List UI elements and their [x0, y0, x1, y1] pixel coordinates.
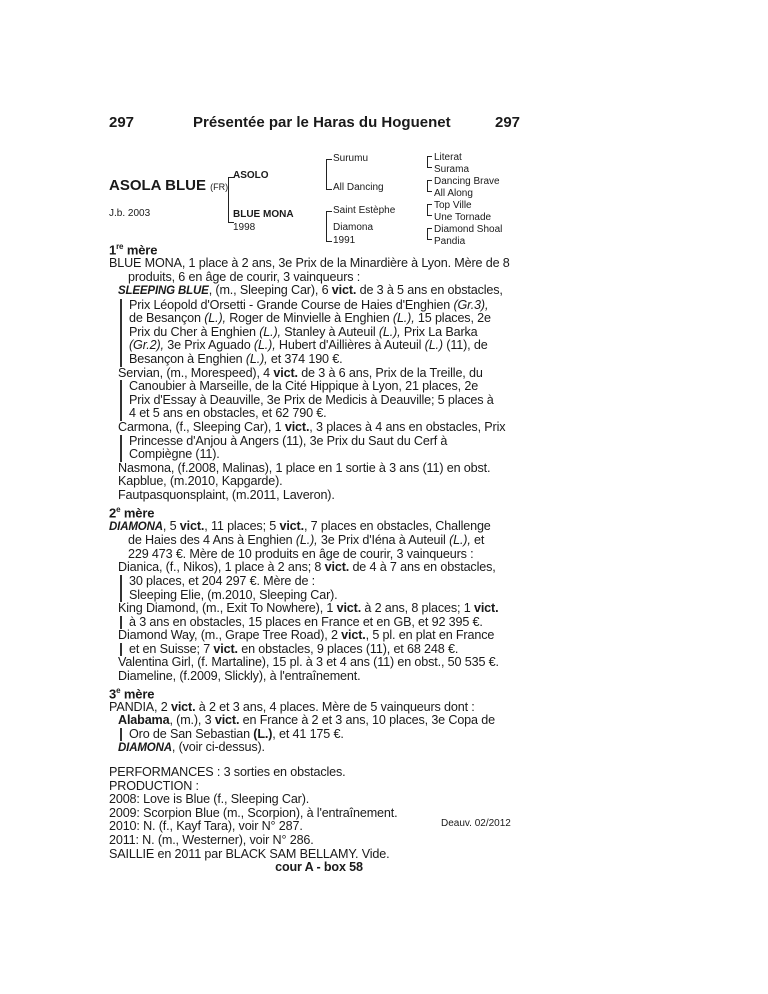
- produce-dianica: Dianica, (f., Nikos), 1 place à 2 ans; 8 vict. de 4 à 7 ans en obstacles,: [118, 560, 496, 575]
- pedigree-sire: ASOLO: [233, 170, 269, 181]
- heading-1re-mere: 1re mère: [109, 242, 158, 258]
- pedigree-bracket-ggs3: [427, 204, 432, 216]
- great-granddam-paragraph: PANDIA, 2 vict. à 2 et 3 ans, 4 places. Mère de 5 vainqueurs dont :: [109, 699, 475, 714]
- pedigree-ggs-2: Surama: [434, 164, 470, 175]
- produce-carmona-details: Princesse d'Anjou à Angers (11), 3e Prix du Saut du Cerf à Compiègne (11).: [120, 435, 529, 462]
- pedigree-bracket-ggs2: [427, 180, 432, 192]
- pedigree-ggs-7: Diamond Shoal: [434, 224, 503, 235]
- pedigree-gs3: Saint Estèphe: [333, 205, 396, 216]
- pedigree-bracket-ggs4: [427, 228, 432, 240]
- produce-diamona: DIAMONA, (voir ci-dessus).: [118, 740, 265, 755]
- performances: PERFORMANCES : 3 sorties en obstacles.: [109, 764, 346, 779]
- produce-sleeping-blue-details: Prix Léopold d'Orsetti - Grande Course de Haies d'Enghien (Gr.3), de Besançon (L.), Roger de Minvielle à Enghien (L.), 15 places, 2e Prix du Cher à Enghien (L.), Stanley à Auteuil (L.), Prix La Barka (Gr.2), 3e Prix Aguado (L.), Hubert d'Aillières à Auteuil (L.) (11), de Besançon à Enghien (L.), et 374 190 €.: [120, 299, 529, 367]
- heading-2e-mere: 2e mère: [109, 504, 155, 520]
- pedigree-dam-year: 1998: [233, 222, 256, 233]
- pedigree-bracket-dam: [326, 211, 332, 242]
- produce-alabama: Alabama, (m.), 3 vict. en France à 2 et 3 ans, 10 places, 3e Copa de: [118, 713, 495, 728]
- production-line-4: 2011: N. (m., Westerner), voir N° 286.: [109, 832, 314, 847]
- production-heading: PRODUCTION :: [109, 778, 199, 793]
- produce-sleeping-blue: SLEEPING BLUE, (m., Sleeping Car), 6 vict. de 3 à 5 ans en obstacles,: [118, 283, 503, 298]
- produce-diamond-way-details: et en Suisse; 7 vict. en obstacles, 9 places (11), et 68 248 €.: [120, 643, 529, 657]
- produce-fautpasquonsplaint: Fautpasquonsplaint, (m.2011, Laveron).: [118, 488, 335, 503]
- horse-birth: J.b. 2003: [109, 208, 151, 219]
- produce-diameline: Diameline, (f.2009, Slickly), à l'entraînement.: [118, 669, 361, 684]
- production-line-3: 2010: N. (f., Kayf Tara), voir N° 287.: [109, 819, 303, 834]
- produce-diamond-way: Diamond Way, (m., Grape Tree Road), 2 vict., 5 pl. en plat en France: [118, 628, 495, 643]
- produce-valentina-girl: Valentina Girl, (f. Martaline), 15 pl. à 3 et 4 ans (11) en obst., 50 535 €.: [118, 655, 499, 670]
- lot-number-left: 297: [109, 114, 135, 131]
- box-location: cour A - box 58: [275, 860, 363, 875]
- pedigree-gs1: Surumu: [333, 153, 369, 164]
- pedigree-gs4-year: 1991: [333, 235, 356, 246]
- pedigree-ggs-1: Literat: [434, 152, 462, 163]
- horse-country: (FR): [210, 182, 229, 192]
- saillie: SAILLIE en 2011 par BLACK SAM BELLAMY. Vide.: [109, 846, 390, 861]
- heading-3e-mere: 3e mère: [109, 685, 155, 701]
- production-line-2: 2009: Scorpion Blue (m., Scorpion), à l'entraînement.: [109, 805, 398, 820]
- pedigree-ggs-4: All Along: [434, 188, 473, 199]
- pedigree-ggs-5: Top Ville: [434, 200, 472, 211]
- pedigree-gs2: All Dancing: [333, 182, 384, 193]
- produce-alabama-details: Oro de San Sebastian (L.), et 41 175 €.: [120, 728, 529, 742]
- produce-kapblue: Kapblue, (m.2010, Kapgarde).: [118, 474, 283, 489]
- pedigree-bracket-sire: [326, 159, 332, 190]
- produce-record: [109, 240, 529, 875]
- produce-nasmona: Nasmona, (f.2008, Malinas), 1 place en 1 sortie à 3 ans (11) en obst.: [118, 460, 491, 475]
- produce-king-diamond: King Diamond, (m., Exit To Nowhere), 1 vict. à 2 ans, 8 places; 1 vict.: [118, 601, 499, 616]
- pedigree-dam: BLUE MONA: [233, 209, 294, 220]
- granddam-paragraph: DIAMONA, 5 vict., 11 places; 5 vict., 7 places en obstacles, Challenge: [109, 518, 491, 533]
- produce-carmona: Carmona, (f., Sleeping Car), 1 vict., 3 places à 4 ans en obstacles, Prix: [118, 420, 506, 435]
- produce-servian-details: Canoubier à Marseille, de la Cité Hippique à Lyon, 21 places, 2e Prix d'Essay à Deauville, 3e Prix de Medicis à Deauville; 5 places à 4 et 5 ans en obstacles, et 62 790 €.: [120, 380, 529, 421]
- horse-name: ASOLA BLUE (FR): [109, 177, 229, 194]
- produce-servian: Servian, (m., Morespeed), 4 vict. de 3 à 6 ans, Prix de la Treille, du: [118, 365, 483, 380]
- dam-paragraph: BLUE MONA, 1 place à 2 ans, 3e Prix de la Minardière à Lyon. Mère de 8 produits, 6 en âge de courir, 3 vainqueurs :: [109, 255, 510, 284]
- pedigree-gs4: Diamona: [333, 222, 374, 233]
- lot-number-right: 297: [495, 114, 521, 131]
- pedigree-ggs-8: Pandia: [434, 236, 466, 247]
- pedigree-bracket-ggs1: [427, 156, 432, 168]
- footer-date: Deauv. 02/2012: [441, 818, 511, 829]
- page-title: Présentée par le Haras du Hoguenet: [193, 114, 451, 131]
- produce-king-diamond-details: à 3 ans en obstacles, 15 places en France et en GB, et 92 395 €.: [120, 616, 529, 630]
- pedigree-ggs-6: Une Tornade: [434, 212, 492, 223]
- granddam-paragraph-cont: de Haies des 4 Ans à Enghien (L.), 3e Prix d'Iéna à Auteuil (L.), et: [128, 533, 485, 548]
- produce-dianica-details: 30 places, et 204 297 €. Mère de : Sleeping Elie, (m.2010, Sleeping Car).: [120, 575, 529, 602]
- granddam-paragraph-cont2: 229 473 €. Mère de 10 produits en âge de courir, 3 vainqueurs :: [128, 546, 474, 561]
- production-line-1: 2008: Love is Blue (f., Sleeping Car).: [109, 792, 310, 807]
- pedigree-ggs-3: Dancing Brave: [434, 176, 500, 187]
